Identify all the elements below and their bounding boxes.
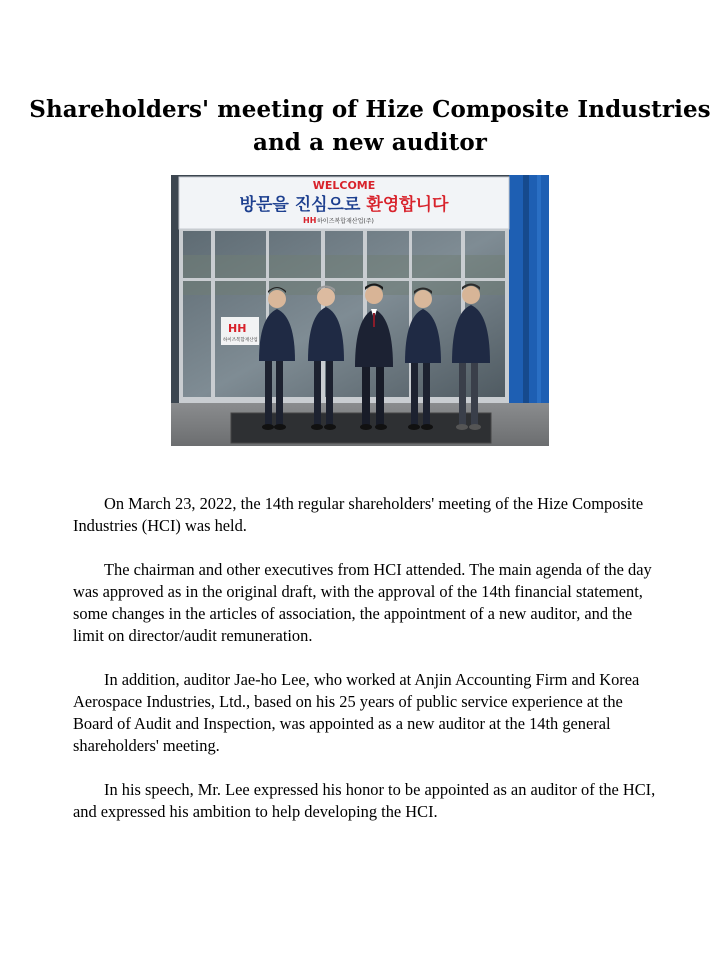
paragraph-4: In his speech, Mr. Lee expressed his honor to be appointed as an auditor of the HCI, and expressed his ambition to help developing the HCI. <box>73 780 656 821</box>
title-line-1: Shareholders' meeting of Hize Composite Industries <box>29 96 711 123</box>
paragraph-3: In addition, auditor Jae-ho Lee, who worked at Anjin Accounting Firm and Korea Aerospace Industries, Ltd., based on his 25 years of public service experience at the Board of Audit and Inspection, was appointed as a new auditor at the 14th general shareholders' meeting. <box>73 670 640 755</box>
paragraph-1: On March 23, 2022, the 14th regular shareholders' meeting of the Hize Composite Industries (HCI) was held. <box>73 494 644 535</box>
banner-welcome-text: WELCOME <box>312 179 376 192</box>
banner-main-text-red: 환영합니다 <box>366 195 449 215</box>
banner-logo: HH <box>303 216 317 225</box>
meeting-photo-illustration <box>171 175 549 446</box>
banner-company-text: 하이즈복합재산업(주) <box>317 218 374 225</box>
paragraph-2: The chairman and other executives from HCI attended. The main agenda of the day was approved as in the original draft, with the approval of the 14th financial statement, some changes in the articles of association, the appointment of a new auditor, and the limit on director/audit remuneration. <box>73 560 652 645</box>
article-body <box>73 493 663 845</box>
door-sign-text: 하이즈복합재산업 <box>223 338 258 343</box>
meeting-photo <box>171 175 549 446</box>
banner-main-text-blue: 방문을 진심으로 <box>239 195 367 215</box>
door-sign-logo: HH <box>228 322 247 335</box>
title-line-2: and a new auditor <box>252 129 487 156</box>
banner-main-text <box>240 194 449 215</box>
article-title <box>20 93 720 159</box>
